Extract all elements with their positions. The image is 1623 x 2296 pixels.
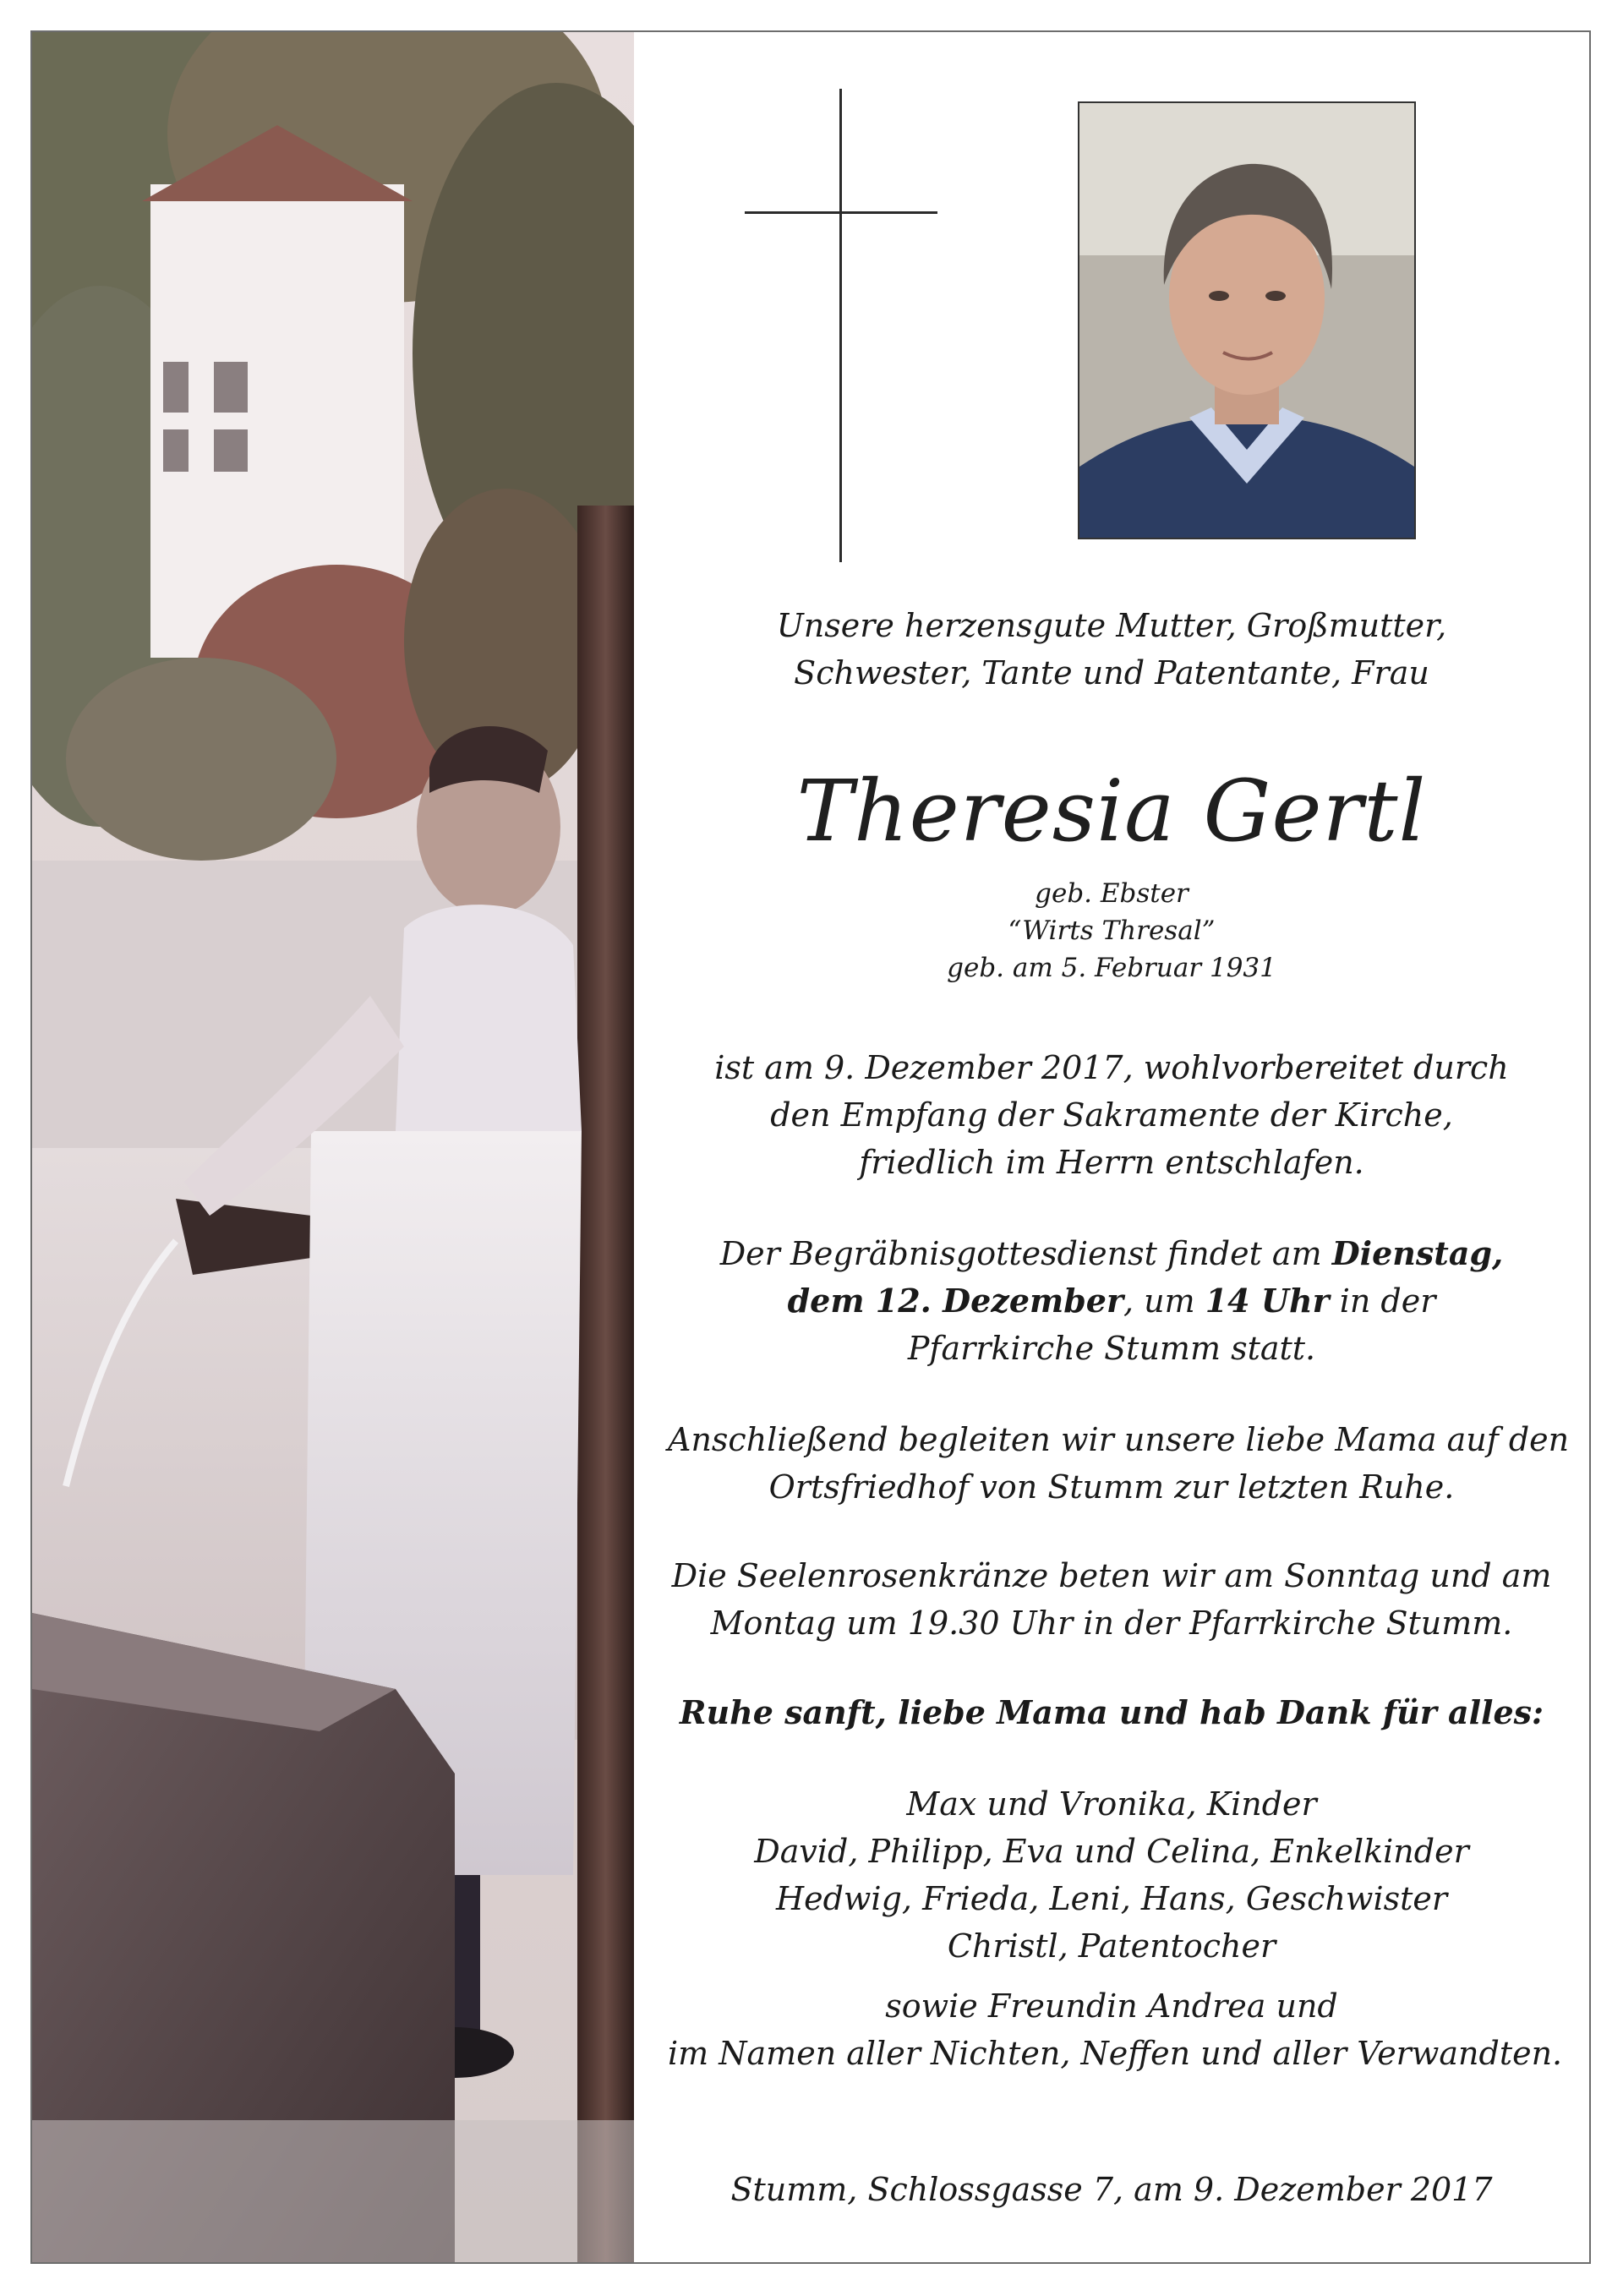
funeral-text: , um xyxy=(1123,1282,1205,1320)
burial-paragraph xyxy=(668,1416,1570,1511)
intro-line: Schwester, Tante und Patentante, Frau xyxy=(794,654,1429,692)
intro-text xyxy=(668,602,1555,697)
passing-line: ist am 9. Dezember 2017, wohlvorbereitet durch xyxy=(714,1049,1509,1086)
birth-info xyxy=(668,875,1555,987)
funeral-line: Pfarrkirche Stumm statt. xyxy=(907,1330,1316,1367)
funeral-text: in der xyxy=(1329,1282,1436,1320)
cross-vertical-bar xyxy=(839,89,842,562)
mourner-entry: Max und Vronika, Kinder xyxy=(906,1785,1317,1823)
nickname: “Wirts Thresal” xyxy=(1008,916,1216,946)
cross-horizontal-bar xyxy=(745,211,937,214)
passing-paragraph xyxy=(668,1044,1555,1186)
maiden-name: geb. Ebster xyxy=(1035,878,1189,909)
burial-line: Ortsfriedhof von Stumm zur letzten Ruhe. xyxy=(768,1468,1455,1506)
funeral-date: dem 12. Dezember xyxy=(787,1282,1123,1320)
deceased-name: Theresia Gertl xyxy=(796,762,1427,861)
farewell-line: Ruhe sanft, liebe Mama und hab Dank für alles: xyxy=(679,1693,1544,1731)
intro-line: Unsere herzensgute Mutter, Großmutter, xyxy=(776,607,1447,644)
mourners-list xyxy=(668,1780,1555,1970)
mourner-entry: Hedwig, Frieda, Leni, Hans, Geschwister xyxy=(775,1880,1448,1917)
rosary-paragraph xyxy=(668,1552,1555,1647)
rosary-line: Montag um 19.30 Uhr in der Pfarrkirche Stumm. xyxy=(710,1604,1513,1642)
funeral-text: Der Begräbnisgottesdienst findet am xyxy=(719,1235,1332,1272)
funeral-paragraph xyxy=(668,1230,1555,1372)
mourner-entry: Christl, Patentocher xyxy=(947,1927,1276,1965)
passing-line: friedlich im Herrn entschlafen. xyxy=(859,1144,1364,1181)
vintage-photo xyxy=(32,32,634,2262)
mourner-entry: David, Philipp, Eva und Celina, Enkelkinder xyxy=(754,1833,1469,1870)
funeral-line xyxy=(668,1277,1555,1325)
passing-line: den Empfang der Sakramente der Kirche, xyxy=(770,1096,1453,1134)
burial-line: Anschließend begleiten wir unsere liebe Mama auf den xyxy=(668,1421,1570,1458)
portrait-photo xyxy=(1078,101,1416,539)
place-and-date: Stumm, Schlossgasse 7, am 9. Dezember 2017 xyxy=(730,2171,1493,2208)
funeral-time: 14 Uhr xyxy=(1205,1282,1330,1320)
funeral-line xyxy=(668,1230,1555,1277)
others-line: sowie Freundin Andrea und xyxy=(885,1987,1338,2025)
others-line: im Namen aller Nichten, Neffen und aller Verwandten. xyxy=(668,2035,1563,2072)
others-paragraph xyxy=(668,1982,1563,2077)
rosary-line: Die Seelenrosenkränze beten wir am Sonntag und am xyxy=(671,1557,1552,1594)
funeral-day: Dienstag, xyxy=(1331,1234,1504,1272)
birth-date: geb. am 5. Februar 1931 xyxy=(947,953,1276,983)
